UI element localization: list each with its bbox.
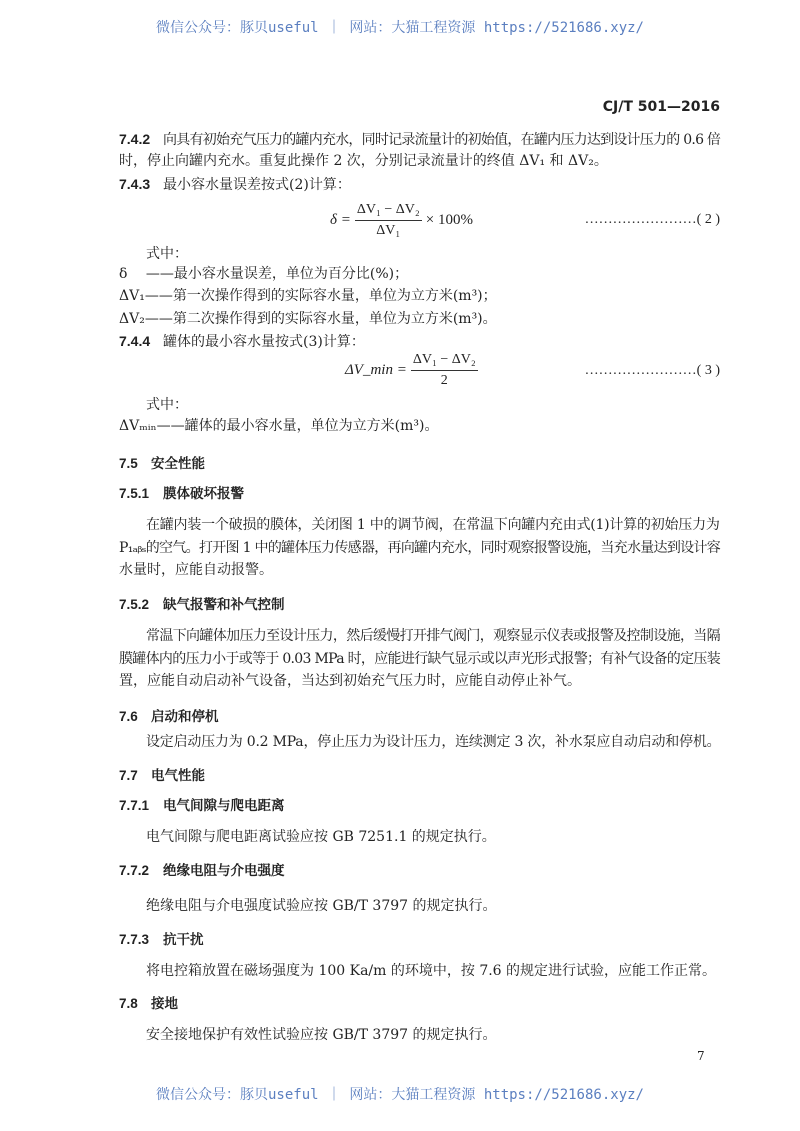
paragraph-line: 置，应能自动启动补气设备，当达到初始充气压力时，应能自动停止补气。 bbox=[119, 673, 581, 689]
clause-number: 7.4.4 bbox=[119, 333, 151, 349]
section-title: 电气间隙与爬电距离 bbox=[163, 798, 285, 814]
equation-number-3: ……………………( 3 ) bbox=[584, 363, 720, 378]
section-number: 7.5.2 bbox=[119, 597, 150, 612]
section-7-7-3-heading bbox=[119, 930, 204, 950]
formula-lhs: ΔV_min = bbox=[345, 362, 407, 378]
paragraph: 设定启动压力为 0.2 MPa，停止压力为设计压力，连续测定 3 次，补水泵应自动启动和停机。 bbox=[146, 734, 721, 750]
paragraph-line: 水量时，应能自动报警。 bbox=[119, 562, 273, 578]
definition: ΔV₁——第一次操作得到的实际容水量，单位为立方米(m³)； bbox=[119, 288, 497, 304]
paragraph: 安全接地保护有效性试验应按 GB/T 3797 的规定执行。 bbox=[146, 1027, 497, 1043]
paragraph-line: P₁ₐᵦₛ的空气。打开图 1 中的罐体压力传感器，再向罐内充水，同时观察报警设施，当充水量达到设计容 bbox=[119, 540, 721, 556]
section-7-7-2-heading bbox=[119, 861, 285, 881]
clause-number: 7.4.2 bbox=[119, 131, 151, 147]
section-number: 7.7.3 bbox=[119, 932, 150, 947]
clause-text: 最小容水量误差按式(2)计算： bbox=[163, 177, 351, 193]
clause-text: 向具有初始充气压力的罐内充水，同时记录流量计的初始值，在罐内压力达到设计压力的 0.6 倍 bbox=[163, 132, 721, 148]
page-number: 7 bbox=[697, 1049, 705, 1063]
section-7-6-heading bbox=[119, 707, 219, 727]
definition: δ ——最小容水量误差，单位为百分比(%)； bbox=[119, 266, 409, 282]
paragraph: 电气间隙与爬电距离试验应按 GB 7251.1 的规定执行。 bbox=[146, 829, 496, 845]
section-title: 绝缘电阻与介电强度 bbox=[163, 863, 285, 879]
paragraph-line: 在罐内装一个破损的膜体，关闭图 1 中的调节阀，在常温下向罐内充由式(1)计算的初始压力为 bbox=[146, 517, 720, 533]
section-title: 安全性能 bbox=[151, 456, 205, 472]
section-7-5-1-heading bbox=[119, 484, 244, 504]
formula-tail: × 100% bbox=[425, 212, 473, 228]
equation-number-2: ……………………( 2 ) bbox=[584, 212, 720, 227]
section-number: 7.5.1 bbox=[119, 486, 150, 501]
paragraph-line: 常温下向罐体加压力至设计压力，然后缓慢打开排气阀门，观察显示仪表或报警及控制设施，当隔 bbox=[146, 628, 720, 644]
formula-denominator: 2 bbox=[440, 373, 448, 388]
formula-lhs: δ = bbox=[330, 212, 351, 228]
section-number: 7.5 bbox=[119, 456, 138, 471]
formula-2 bbox=[330, 200, 473, 241]
clause-text: 罐体的最小容水量按式(3)计算： bbox=[163, 334, 365, 350]
section-7-8-heading bbox=[119, 994, 178, 1014]
section-number: 7.6 bbox=[119, 709, 138, 724]
clause-7-4-2-line2: 时，停止向罐内充水。重复此操作 2 次，分别记录流量计的终值 ΔV₁ 和 ΔV₂。 bbox=[119, 153, 608, 169]
paragraph: 绝缘电阻与介电强度试验应按 GB/T 3797 的规定执行。 bbox=[146, 898, 497, 914]
section-7-7-1-heading bbox=[119, 796, 285, 816]
watermark-top: 微信公众号：豚贝useful ｜ 网站：大猫工程资源 https://521686.xyz/ bbox=[155, 20, 644, 36]
formula-denominator: ΔV₁ bbox=[376, 223, 401, 238]
section-number: 7.7.2 bbox=[119, 863, 150, 878]
section-title: 缺气报警和补气控制 bbox=[163, 597, 285, 613]
section-title: 膜体破坏报警 bbox=[163, 486, 244, 502]
paragraph: 将电控箱放置在磁场强度为 100 Ka/m 的环境中，按 7.6 的规定进行试验，应能工作正常。 bbox=[146, 963, 717, 979]
section-number: 7.7 bbox=[119, 768, 138, 783]
section-title: 启动和停机 bbox=[151, 709, 219, 725]
section-7-5-2-heading bbox=[119, 595, 285, 615]
section-title: 接地 bbox=[151, 996, 178, 1012]
section-number: 7.7.1 bbox=[119, 798, 150, 813]
clause-7-4-3 bbox=[119, 174, 351, 195]
clause-7-4-4 bbox=[119, 331, 365, 352]
standard-code-header: CJ/T 501—2016 bbox=[602, 99, 720, 115]
paragraph-line: 膜罐体内的压力小于或等于 0.03 MPa 时，应能进行缺气显示或以声光形式报警；有补气设备的定压装 bbox=[119, 651, 720, 667]
definition: ΔV₂——第二次操作得到的实际容水量，单位为立方米(m³)。 bbox=[119, 311, 497, 327]
clause-7-4-2-line1 bbox=[119, 129, 720, 150]
formula-3 bbox=[345, 350, 478, 391]
formula-numerator: ΔV₁ − ΔV₂ bbox=[355, 200, 422, 221]
section-7-5-heading bbox=[119, 454, 205, 474]
where-label: 式中： bbox=[146, 246, 188, 262]
watermark-bottom: 微信公众号：豚贝useful ｜ 网站：大猫工程资源 https://521686.xyz/ bbox=[155, 1087, 644, 1103]
formula-numerator: ΔV₁ − ΔV₂ bbox=[411, 350, 478, 371]
clause-number: 7.4.3 bbox=[119, 176, 151, 192]
where-label: 式中： bbox=[146, 397, 188, 413]
section-title: 抗干扰 bbox=[163, 932, 204, 948]
section-title: 电气性能 bbox=[151, 768, 205, 784]
section-7-7-heading bbox=[119, 766, 205, 786]
definition: ΔVₘᵢₙ——罐体的最小容水量，单位为立方米(m³)。 bbox=[119, 418, 439, 434]
section-number: 7.8 bbox=[119, 996, 138, 1011]
